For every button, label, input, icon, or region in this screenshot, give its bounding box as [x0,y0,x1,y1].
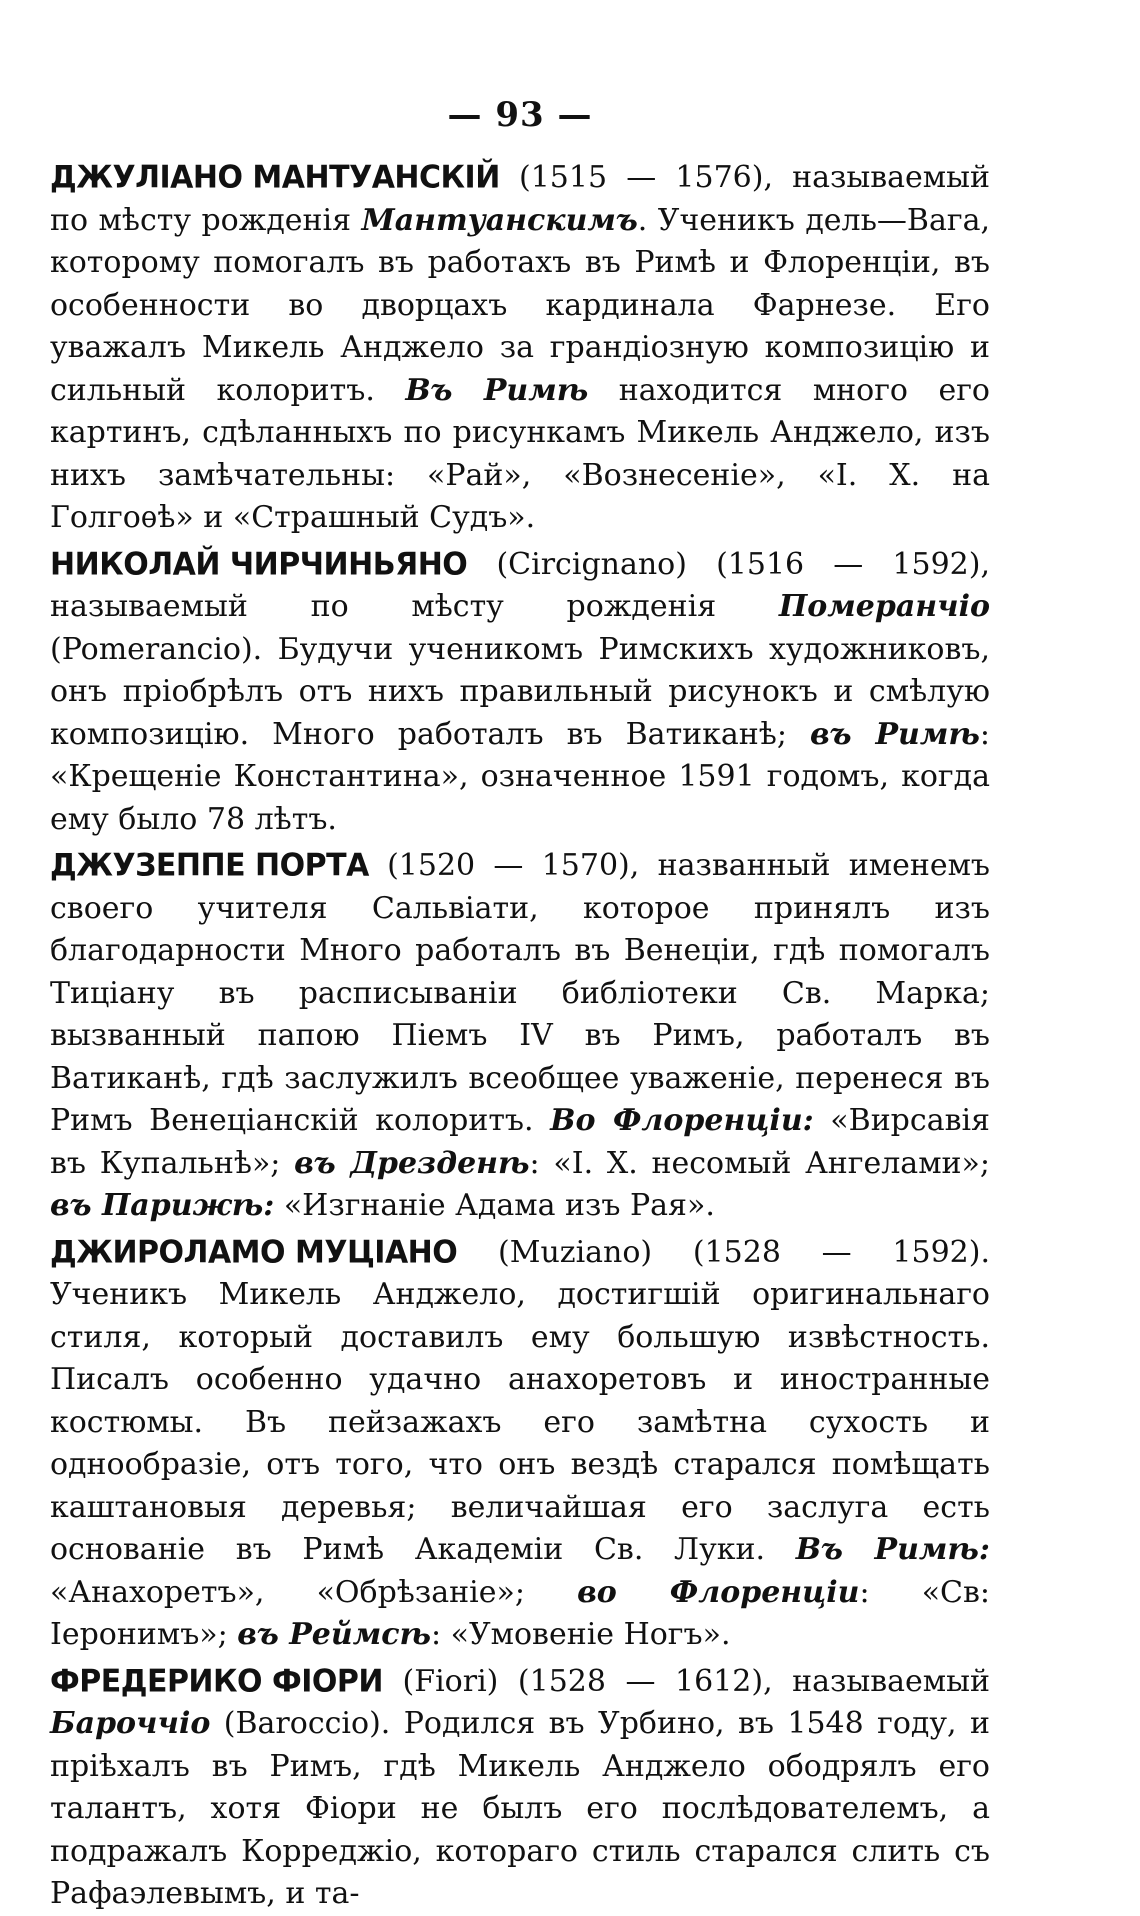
entry [50,1661,990,1916]
city: Въ Римѣ: [795,1532,990,1567]
entry-text: (1515 — 1576), называемый по мѣсту рожденія [50,160,990,238]
entry-text: (Circignano) (1516 — 1592), называемый по мѣсту рожденія [50,546,990,624]
entry-text: : «Св: Іеронимъ»; [50,1574,990,1652]
city: въ Парижѣ: [50,1188,275,1223]
entry-text: : «І. Х. несомый Ангелами»; [529,1145,990,1181]
entry-text: «Вирсавія въ Купальнѣ»; [50,1103,990,1181]
entry [50,544,990,842]
entry-text: «Изгнаніе Адама изъ Рая». [274,1188,715,1223]
entry-text: «Анахоретъ», «Обрѣзаніе»; [50,1574,578,1610]
entry-text: . Ученикъ дель—Вага, которому помогалъ въ работахъ въ Римѣ и Флоренціи, въ особенности во дворцахъ кардинала Фарнезе. Его уважалъ Микель Анджело за грандіозную композицію и сильный колоритъ. [50,202,991,408]
entry-text: : «Крещеніе Константина», означенное 1591 годомъ, когда ему было 78 лѣтъ. [50,716,990,837]
page [50,95,990,1916]
city: Во Флоренціи: [550,1103,814,1138]
alias: Бароччіо [50,1706,211,1741]
artist-name: НИКОЛАЙ ЧИРЧИНЬЯНО [50,545,468,583]
alias: Померанчіо [778,589,990,624]
entry-text: (1520 — 1570), [368,848,658,883]
artist-name: ДЖУЗЕППЕ ПОРТА [50,847,369,884]
entry-text: находится много его картинъ, сдѣланныхъ по рисункамъ Микель Анджело, изъ нихъ замѣчательны: «Рай», «Вознесеніе», «І. Х. на Голгоѳѣ» и «Страшный Судъ». [50,372,990,535]
entry [50,157,990,540]
entry-text: (Fiori) (1528 — 1612), называемый [383,1663,990,1699]
entry-text: Ученикъ Микель Анджело, достигшій оригинальнаго стиля, который доставилъ ему большую извѣстность. Писалъ особенно удачно анахоретовъ и иностранные костюмы. Въ пейзажахъ его замѣтна сухость и однообразіе, отъ того, что онъ вездѣ старался помѣщать каштановыя деревья; величайшая его заслуга есть основаніе въ Римѣ Академіи Св. Луки. [50,1277,990,1567]
city: Въ Римѣ [405,372,589,408]
artist-name: ДЖИРОЛАМО МУЦІАНО [50,1233,458,1271]
entry [50,1232,990,1657]
city: во Флоренціи [577,1574,860,1610]
entry-text: (Barоссіо). Родился въ Урбино, въ 1548 году, и пріѣхалъ въ Римъ, гдѣ Микель Анджело ободрялъ его талантъ, хотя Фіори не былъ его послѣдователемъ, а подражалъ Корреджіо, котораго стиль старался слить съ Рафаэлевымъ, и та- [50,1706,990,1911]
city: въ Дрезденѣ [294,1145,530,1181]
artist-name: ДЖУЛІАНО МАНТУАНСКІЙ [50,159,500,196]
entry-text: (Pomerancio). Будучи ученикомъ Римскихъ художниковъ, онъ пріобрѣлъ отъ нихъ правильный рисунокъ и смѣлую композицію. Много работалъ въ Ватиканѣ; [50,631,990,752]
entry [50,845,990,1228]
page-number: — 93 — [447,95,593,135]
entry-text: (Muziano) (1528 — 1592). [457,1234,990,1270]
entry-text: : «Умовеніе Ногъ». [430,1617,731,1652]
city: въ Римѣ [810,716,980,752]
artist-name: ФРЕДЕРИКО ФІОРИ [50,1662,384,1700]
entry-text: названный именемъ своего учителя Сальвіати, которое принялъ изъ благодарности Много работалъ въ Венеціи, гдѣ помогалъ Тиціану въ расписываніи библіотеки Св. Марка; вызванный папою Піемъ IV въ Римъ, работалъ въ Ватиканѣ, гдѣ заслужилъ всеобщее уваженіе, перенеся въ Римъ Венеціанскій колоритъ. [50,848,990,1138]
alias: Мантуанскимъ [361,202,638,238]
city: въ Реймсѣ [237,1617,431,1652]
